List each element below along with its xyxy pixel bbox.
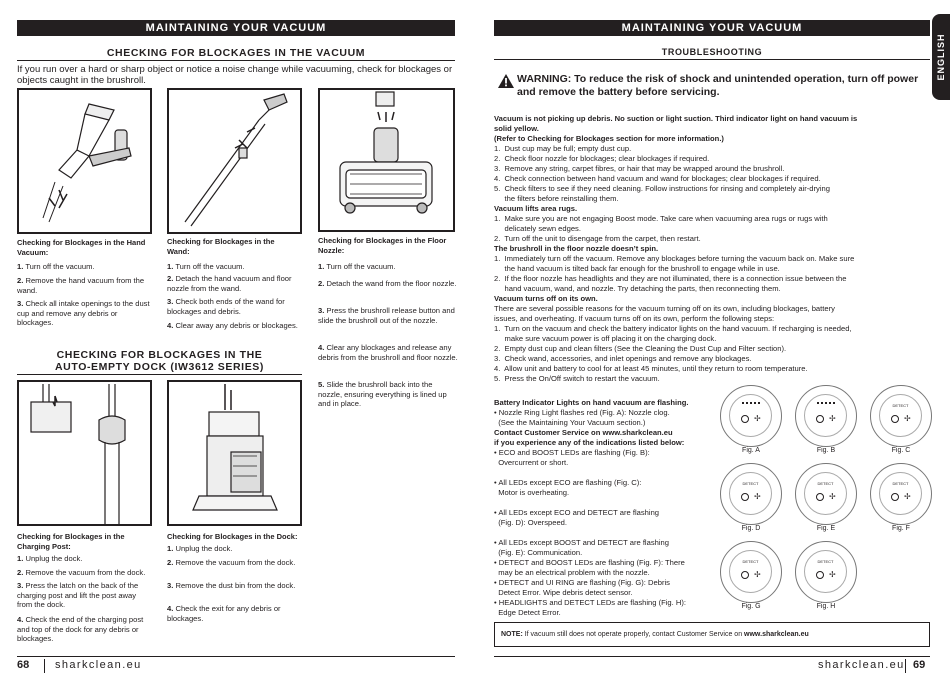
- warning-icon: [498, 74, 514, 88]
- left-header-band: MAINTAINING YOUR VACUUM: [17, 20, 455, 36]
- power-icon: [816, 571, 824, 579]
- figure-label: Fig. H: [816, 603, 836, 610]
- text-line: delicately sewn edges.: [494, 224, 581, 233]
- dock-illustration: [167, 380, 302, 526]
- note-box: NOTE: If vacuum still does not operate properly, contact Customer Service on www.sharkclean.eu: [494, 622, 930, 647]
- post-step-2: 2. Remove the vacuum from the dock.: [17, 568, 146, 577]
- dock-step-1: 1. Unplug the dock.: [167, 544, 233, 553]
- wand-illustration: [167, 88, 302, 234]
- text-line: 1. Turn on the vacuum and check the battery indicator lights on the hand vacuum. If recharging is needed,: [494, 324, 852, 333]
- led-figure: [870, 385, 932, 447]
- power-icon: [741, 415, 749, 423]
- text-line: • All LEDs except BOOST and DETECT are flashing: [494, 538, 670, 547]
- led-panel: [879, 472, 922, 515]
- footer-rule: [17, 656, 455, 657]
- led-figures: [720, 385, 930, 615]
- text-line: • Nozzle Ring Light flashes red (Fig. A): Nozzle clog.: [494, 408, 670, 417]
- hand-vacuum-illustration: [17, 88, 152, 234]
- wand-step-4: 4. Clear away any debris or blockages.: [167, 321, 298, 330]
- boost-icon: ✢: [829, 492, 836, 501]
- boost-icon: ✢: [829, 570, 836, 579]
- detect-label: DETECT: [892, 403, 909, 408]
- text-line: • DETECT and BOOST LEDs are flashing (Fig. F): There: [494, 558, 685, 567]
- text-line: Edge Detect Error.: [494, 608, 561, 617]
- text-line: 1. Immediately turn off the vacuum. Remove any blockages before turning the vacuum back on. Make sure: [494, 254, 855, 263]
- text-line: Motor is overheating.: [494, 488, 570, 497]
- boost-icon: ✢: [754, 492, 761, 501]
- text-line: 1. Make sure you are not engaging Boost mode. Take care when vacuuming area rugs or rugs with: [494, 214, 828, 223]
- text-line: • DETECT and UI RING are flashing (Fig. G): Debris: [494, 578, 670, 587]
- nozzle-step-4: 4. Clear any blockages and release any debris from the brushroll and floor nozzle.: [318, 343, 458, 362]
- power-icon: [741, 493, 749, 501]
- charging-post-illustration: [17, 380, 152, 526]
- nozzle-caption: Checking for Blockages in the Floor Nozzle:: [318, 236, 447, 255]
- wand-step-2: 2. Detach the hand vacuum and floor nozzle from the wand.: [167, 274, 292, 293]
- led-figure: [720, 385, 782, 447]
- led-panel: [729, 550, 772, 593]
- figure-label: Fig. D: [741, 525, 761, 532]
- text-line: 4. Allow unit and battery to cool for at least 45 minutes, until they return to room temperature.: [494, 364, 808, 373]
- led-panel: [879, 394, 922, 437]
- text-line: The brushroll in the floor nozzle doesn’t spin.: [494, 244, 659, 253]
- hand-step-3: 3. Check all intake openings to the dust cup and remove any debris or blockages.: [17, 299, 150, 327]
- led-panel: [804, 394, 847, 437]
- text-line: • HEADLIGHTS and DETECT LEDs are flashing (Fig. H):: [494, 598, 686, 607]
- hand-step-1: 1. Turn off the vacuum.: [17, 262, 95, 271]
- text-line: • All LEDs except ECO and DETECT are flashing: [494, 508, 660, 517]
- text-line: (Refer to Checking for Blockages section for more information.): [494, 134, 724, 143]
- dock-step-4: 4. Check the exit for any debris or blockages.: [167, 604, 281, 623]
- page-number: 69: [913, 659, 926, 671]
- led-figure: [795, 385, 857, 447]
- post-step-1: 1. Unplug the dock.: [17, 554, 83, 563]
- footer-separator: [905, 659, 906, 673]
- text-line: the filters before reinstalling them.: [494, 194, 619, 203]
- led-bar-icon: [817, 402, 835, 404]
- figure-label: Fig. A: [742, 447, 760, 454]
- text-line: may be an electrical problem with the nozzle.: [494, 568, 650, 577]
- boost-icon: ✢: [829, 414, 836, 423]
- led-panel: [804, 472, 847, 515]
- figure-label: Fig. C: [891, 447, 911, 454]
- power-icon: [741, 571, 749, 579]
- power-icon: [891, 415, 899, 423]
- footer-separator: [44, 659, 45, 673]
- led-panel: [804, 550, 847, 593]
- section-title-troubleshooting: TROUBLESHOOTING: [661, 47, 763, 57]
- text-line: [494, 528, 724, 538]
- section-title-dock-line1: CHECKING FOR BLOCKAGES IN THE: [56, 349, 263, 361]
- text-line: Battery Indicator Lights on hand vacuum are flashing.: [494, 398, 689, 407]
- boost-icon: ✢: [754, 414, 761, 423]
- text-line: There are several possible reasons for the vacuum turning off on its own, including blockages, battery: [494, 304, 835, 313]
- led-figure: [720, 541, 782, 603]
- dock-caption: Checking for Blockages in the Dock:: [167, 532, 298, 541]
- text-line: solid yellow.: [494, 124, 539, 133]
- text-line: 2. Empty dust cup and clean filters (See the Cleaning the Dust Cup and Filter section).: [494, 344, 787, 353]
- nozzle-step-2: 2. Detach the wand from the floor nozzle.: [318, 279, 457, 288]
- post-step-3: 3. Press the latch on the back of the charging post and lift the post away from the dock.: [17, 581, 139, 609]
- led-panel: [729, 472, 772, 515]
- text-line: Contact Customer Service on www.sharkclean.eu: [494, 428, 673, 437]
- text-line: 3. Check wand, accessories, and inlet openings and remove any blockages.: [494, 354, 752, 363]
- dock-step-3: 3. Remove the dust bin from the dock.: [167, 581, 296, 590]
- figure-label: Fig. G: [741, 603, 761, 610]
- troubleshooting-list: [494, 114, 930, 384]
- boost-icon: ✢: [904, 492, 911, 501]
- text-line: 2. Check floor nozzle for blockages; clear blockages if required.: [494, 154, 710, 163]
- wand-step-1: 1. Turn off the vacuum.: [167, 262, 245, 271]
- post-step-4: 4. Check the end of the charging post and top of the dock for any debris or blockages.: [17, 615, 144, 643]
- led-figure: [795, 463, 857, 525]
- post-caption: Checking for Blockages in the Charging Post:: [17, 532, 125, 551]
- wand-caption: Checking for Blockages in the Wand:: [167, 237, 275, 256]
- text-line: Vacuum turns off on its own.: [494, 294, 598, 303]
- led-panel: [729, 394, 772, 437]
- detect-label: DETECT: [892, 481, 909, 486]
- divider: [17, 374, 302, 375]
- detect-label: DETECT: [817, 559, 834, 564]
- text-line: issues, and overheating. If vacuum turns off on its own, perform the following steps:: [494, 314, 775, 323]
- text-line: Vacuum lifts area rugs.: [494, 204, 578, 213]
- text-line: 2. Turn off the unit to disengage from the carpet, then restart.: [494, 234, 701, 243]
- text-line: 1. Dust cup may be full; empty dust cup.: [494, 144, 632, 153]
- warning-text: WARNING: To reduce the risk of shock and unintended operation, turn off power and remove the battery before servicing.: [517, 73, 919, 98]
- wand-step-3: 3. Check both ends of the wand for blockages and debris.: [167, 297, 285, 316]
- text-line: Overcurrent or short.: [494, 458, 569, 467]
- battery-list: [494, 398, 724, 618]
- text-line: (Fig. D): Overspeed.: [494, 518, 568, 527]
- intro-text: If you run over a hard or sharp object or notice a noise change while vacuuming, check for blockages or objects caught in the brushroll.: [17, 64, 453, 86]
- hand-step-2: 2. Remove the hand vacuum from the wand.: [17, 276, 145, 295]
- text-line: • ECO and BOOST LEDs are flashing (Fig. B):: [494, 448, 650, 457]
- text-line: [494, 468, 724, 478]
- power-icon: [816, 493, 824, 501]
- nozzle-step-5: 5. Slide the brushroll back into the nozzle, ensuring everything is lined up and in place.: [318, 380, 447, 408]
- led-bar-icon: [742, 402, 760, 404]
- hand-caption: Checking for Blockages in the Hand Vacuum:: [17, 238, 146, 257]
- text-line: the hand vacuum is tilted back far enough for the brushroll to engage while in use.: [494, 264, 780, 273]
- figure-label: Fig. F: [892, 525, 910, 532]
- text-line: 4. Check connection between hand vacuum and wand for blockages; clear blockages if required.: [494, 174, 821, 183]
- led-figure: [870, 463, 932, 525]
- text-line: 2. If the floor nozzle has headlights and they are not illuminated, there is a connection issue between the: [494, 274, 847, 283]
- dock-step-2: 2. Remove the vacuum from the dock.: [167, 558, 296, 567]
- page-number: 68: [17, 659, 30, 671]
- boost-icon: ✢: [754, 570, 761, 579]
- power-icon: [816, 415, 824, 423]
- text-line: [494, 498, 724, 508]
- text-line: 5. Press the On/Off switch to restart the vacuum.: [494, 374, 660, 383]
- text-line: (See the Maintaining Your Vacuum section.): [494, 418, 646, 427]
- text-line: 5. Check filters to see if they need cleaning. Follow instructions for rinsing and completely air-drying: [494, 184, 830, 193]
- detect-label: DETECT: [817, 481, 834, 486]
- led-figure: [795, 541, 857, 603]
- language-tab: ENGLISH: [932, 14, 950, 100]
- detect-label: DETECT: [742, 481, 759, 486]
- section-title-dock-line2: AUTO-EMPTY DOCK (IW3612 SERIES): [55, 361, 264, 373]
- text-line: if you experience any of the indications listed below:: [494, 438, 685, 447]
- divider: [17, 60, 455, 61]
- power-icon: [891, 493, 899, 501]
- footer-rule: [494, 656, 930, 657]
- text-line: 3. Remove any string, carpet fibres, or hair that may be wrapped around the brushroll.: [494, 164, 785, 173]
- footer-site: sharkclean.eu: [818, 659, 905, 671]
- divider: [494, 59, 930, 60]
- detect-label: DETECT: [742, 559, 759, 564]
- figure-label: Fig. E: [816, 525, 836, 532]
- text-line: hand vacuum, wand, and nozzle. Try detaching the parts, then reconnecting them.: [494, 284, 781, 293]
- text-line: Vacuum is not picking up debris. No suction or light suction. Third indicator light on hand vacuum is: [494, 114, 858, 123]
- floor-nozzle-illustration: [318, 88, 455, 232]
- text-line: (Fig. E): Communication.: [494, 548, 583, 557]
- text-line: make sure vacuum power is off placing it on the charging dock.: [494, 334, 717, 343]
- text-line: • All LEDs except ECO are flashing (Fig. C):: [494, 478, 642, 487]
- right-page: [475, 0, 950, 674]
- nozzle-step-3: 3. Press the brushroll release button and slide the brushroll out of the nozzle.: [318, 306, 455, 325]
- footer-site: sharkclean.eu: [55, 659, 142, 671]
- nozzle-step-1: 1. Turn off the vacuum.: [318, 262, 396, 271]
- figure-label: Fig. B: [816, 447, 836, 454]
- text-line: Detect Error. Wipe debris detect sensor.: [494, 588, 633, 597]
- right-header-band: MAINTAINING YOUR VACUUM: [494, 20, 930, 36]
- boost-icon: ✢: [904, 414, 911, 423]
- led-figure: [720, 463, 782, 525]
- section-title-vacuum: CHECKING FOR BLOCKAGES IN THE VACUUM: [106, 47, 366, 59]
